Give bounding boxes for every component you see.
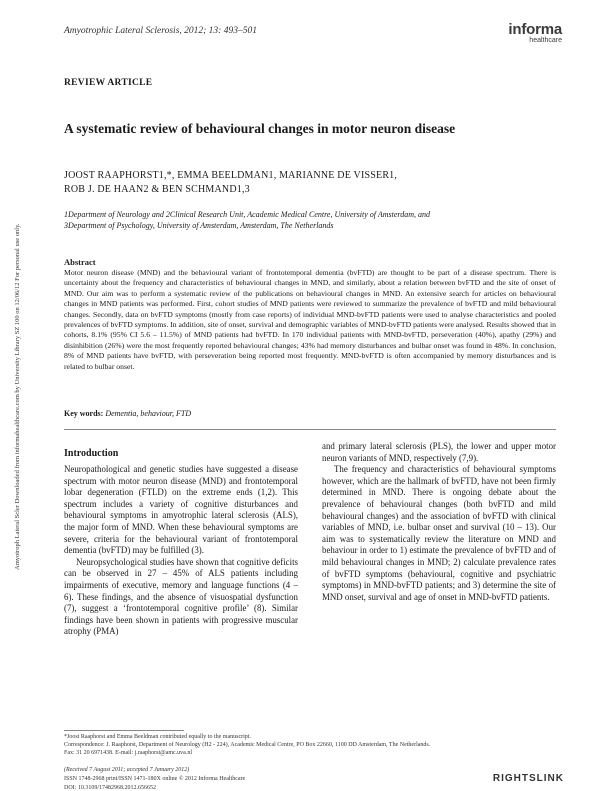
download-watermark-text: Amyotroph Lateral Scler Downloaded from informahealthcare.com by University Library SZ 100 on 12/06/12 For personal use only. — [14, 223, 21, 570]
authors-line-2: ROB J. DE HAAN2 & BEN SCHMAND1,3 — [64, 184, 250, 195]
section-divider — [64, 429, 556, 430]
journal-citation: Amyotrophic Lateral Sclerosis, 2012; 13: 493–501 — [64, 26, 257, 36]
authors-line-1: JOOST RAAPHORST1,*, EMMA BEELDMAN1, MARIANNE DE VISSER1, — [64, 170, 398, 181]
body-column-left — [64, 464, 298, 638]
abstract-heading: Abstract — [64, 257, 96, 267]
affiliation-line-2: 3Department of Psychology, University of Amsterdam, Amsterdam, The Netherlands — [64, 221, 334, 230]
download-watermark — [4, 210, 21, 570]
affiliations — [64, 209, 554, 231]
author-list — [64, 169, 544, 197]
issn-line: ISSN 1748-2968 print/ISSN 1471-180X online © 2012 Informa Healthcare — [64, 776, 246, 782]
paragraph: Neuropsychological studies have shown that cognitive deficits can be observed in 27 – 45% of ALS patients including impairments of executive, memory and language functions (4 – 6). These findings, and the absence of visuospatial dysfunction (7), suggest a ‘frontotemporal cognitive profile’ (8). Similar findings have been shown in patients with progressive muscular atrophy (PMA) — [64, 556, 298, 637]
publisher-subtitle: healthcare — [529, 37, 562, 44]
paragraph: and primary lateral sclerosis (PLS), the lower and upper motor neuron variants of MND, respectively (7,9). — [322, 441, 556, 463]
rightslink-logo[interactable] — [493, 768, 564, 786]
footnotes — [64, 733, 556, 757]
article-title: A systematic review of behavioural changes in motor neuron disease — [64, 121, 456, 136]
body-column-right — [322, 441, 556, 603]
keywords-label: Key words: — [64, 409, 104, 418]
introduction-heading: Introduction — [64, 448, 119, 459]
received-dates: (Received 7 August 2011; accepted 7 January 2012) — [64, 767, 190, 773]
footnote-correspondence: Correspondence: J. Raaphorst, Department of Neurology (H2 - 224), Academic Medical Centre, PO Box 22660, 1100 DD Amsterdam, The Netherlands. — [64, 742, 431, 748]
section-label: REVIEW ARTICLE — [64, 78, 153, 88]
publisher-logo[interactable] — [508, 22, 562, 45]
paragraph: Neuropathological and genetic studies have suggested a disease spectrum with motor neuron disease (MND) and frontotemporal lobar degeneration (FTLD) on the extreme ends (1,2). This spectrum includes a variety of cognitive disturbances and behavioural symptoms in amyotrophic lateral sclerosis (ALS), the major form of MND. When these behavioural symptoms are severe, criteria for the behavioural variant of frontotemporal dementia (bvFTD) may be fulfilled (3). — [64, 464, 298, 556]
footnote-contact: Fax: 31 20 6971438. E-mail: j.raaphorst@amc.uva.nl — [64, 750, 193, 756]
keywords-value: Dementia, behaviour, FTD — [105, 409, 192, 418]
abstract-text: Motor neuron disease (MND) and the behavioural variant of frontotemporal dementia (bvFTD) are thought to be part of a disease spectrum. There is uncertainty about the frequency and characteristics of behavioural changes in MND, and similarly, about a relation between bvFTD and the site of onset of MND. Our aim was to perform a systematic review of the publications on behavioural changes in MND. An extensive search for articles on behavioural changes in MND patients was performed. First, cohort studies of MND patients were reviewed to summarize the prevalence of bvFTD and mild behavioural changes. Secondly, data on bvFTD symptoms (mostly from case reports) of individual MND-bvFTD patients were used to analyse characteristics and pooled prevalences of bvFTD symptoms. In addition, site of onset, survival and demographic variables of MND-bvFTD patients were analysed. Results showed that in cohorts, 8.1% (95% CI 5.6 – 11.5%) of MND patients had bvFTD. In 170 individual patients with MND-bvFTD, perseveration (40%), apathy (29%) and disinhibition (26%) were the most frequently reported behavioural changes; 43% had memory disturbances and bulbar onset was found in 48%. In conclusion, 8% of MND patients have bvFTD, with perseveration being reported most frequently. MND-bvFTD is often accompanied by memory disturbances and is related to bulbar onset. — [64, 268, 556, 371]
rightslink-name: RIGHTSLINK — [492, 773, 564, 784]
keywords — [64, 409, 191, 418]
publisher-name: informa — [508, 21, 562, 38]
footnote-divider — [64, 730, 184, 731]
footnote-equal-contribution: *Joost Raaphorst and Emma Beeldman contributed equally to the manuscript. — [64, 734, 251, 740]
doi-line[interactable]: DOI: 10.3109/17482968.2012.656652 — [64, 785, 156, 791]
paragraph: The frequency and characteristics of behavioural symptoms however, which are the hallmark of bvFTD, have not been firmly determined in MND. There is ongoing debate about the prevalence of behavioural changes (both bvFTD and mild behavioural changes) and the association of bvFTD with clinical variables of MND, i.e. bulbar onset and survival (10 – 13). Our aim was to systematically review the literature on MND and behaviour in order to 1) estimate the prevalence of bvFTD and of mild behavioural changes in MND; 2) calculate prevalence rates of bvFTD symptoms (behavioural, cognitive and psychiatric symptoms) in MND-bvFTD patients; and 3) determine the site of MND onset, survival and age of onset in MND-bvFTD patients. — [322, 464, 556, 602]
affiliation-line-1: 1Department of Neurology and 2Clinical Research Unit, Academic Medical Centre, University of Amsterdam, and — [64, 210, 431, 219]
